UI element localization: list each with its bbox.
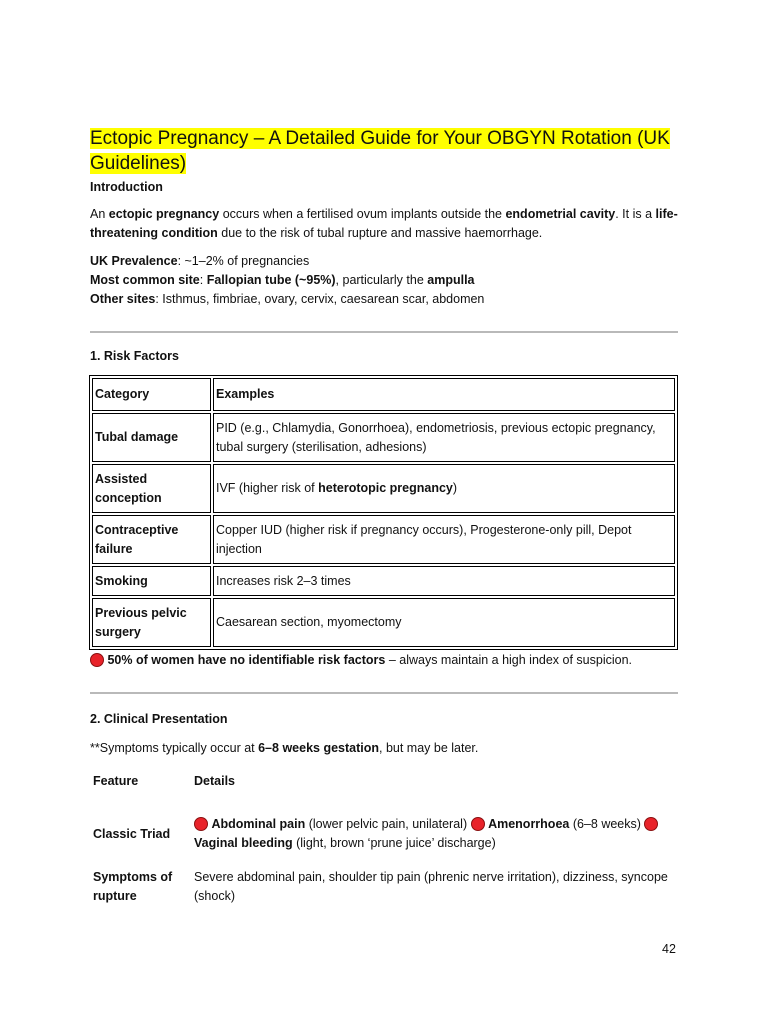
bold-term: Fallopian tube (~95%) — [206, 273, 336, 287]
clinical-heading: 2. Clinical Presentation — [90, 712, 228, 726]
table-header-row — [92, 378, 675, 411]
prevalence-line — [90, 252, 678, 271]
category-label: Tubal damage — [95, 430, 179, 444]
prevalence-value: : ~1–2% of pregnancies — [177, 254, 310, 268]
row-examples: PID (e.g., Chlamydia, Gonorrhoea), endometriosis, previous ectopic pregnancy, tubal surgery (sterilisation, adhesions) — [213, 413, 675, 462]
intro-heading: Introduction — [90, 180, 163, 194]
feature-label: Symptoms of rupture — [93, 870, 173, 903]
text-run: An — [90, 207, 109, 221]
text-run: (light, brown ‘prune juice’ discharge) — [292, 836, 496, 850]
text-run: : — [199, 273, 207, 287]
row-examples: Caesarean section, myomectomy — [213, 598, 675, 647]
text-run: **Symptoms typically occur at — [90, 741, 259, 755]
text-run: . It is a — [615, 207, 656, 221]
text-run: occurs when a fertilised ovum implants outside the — [219, 207, 506, 221]
page-title — [90, 126, 678, 176]
risk-note-bold: 50% of women have no identifiable risk factors — [107, 653, 386, 667]
other-sites-line — [90, 290, 678, 309]
text-run: ) — [452, 481, 458, 495]
intro-paragraph — [90, 205, 678, 243]
category-label: Smoking — [95, 573, 148, 588]
text-run: due to the risk of tubal rupture and massive haemorrhage. — [217, 226, 543, 240]
clinical-intro — [90, 739, 678, 758]
header-details-label: Details — [194, 774, 235, 788]
section-divider — [90, 331, 678, 333]
header-feature-label: Feature — [93, 774, 139, 788]
header-feature — [90, 772, 194, 791]
text-run: , but may be later. — [379, 741, 479, 755]
other-sites-label: Other sites — [90, 292, 156, 306]
document-page — [90, 126, 678, 906]
row-examples: Copper IUD (higher risk if pregnancy occurs), Progesterone-only pill, Depot injection — [213, 515, 675, 564]
table-row — [92, 464, 675, 513]
table-row — [92, 413, 675, 462]
row-examples — [213, 464, 675, 513]
header-category-label: Category — [95, 387, 150, 401]
table-header-row — [90, 772, 678, 791]
table-row — [92, 598, 675, 647]
category-label: Contraceptive failure — [95, 522, 179, 556]
bold-term: Amenorrhoea — [488, 817, 570, 831]
bold-term: endometrial cavity — [505, 207, 616, 221]
row-category — [92, 598, 211, 647]
category-label: Assisted conception — [95, 471, 162, 505]
risk-factors-heading: 1. Risk Factors — [90, 349, 179, 363]
bold-term: heterotopic pregnancy — [318, 481, 453, 495]
row-category — [92, 464, 211, 513]
row-category — [92, 515, 211, 564]
category-label: Previous pelvic surgery — [95, 605, 187, 639]
feature-label: Classic Triad — [93, 826, 171, 841]
risk-note — [90, 651, 678, 670]
table-row — [92, 566, 675, 596]
header-examples — [213, 378, 675, 411]
details-cell — [194, 791, 678, 853]
row-examples: Increases risk 2–3 times — [213, 566, 675, 596]
bold-term: ectopic pregnancy — [108, 207, 220, 221]
risk-factors-table — [89, 375, 678, 650]
header-category — [92, 378, 211, 411]
prevalence-label: UK Prevalence — [90, 254, 178, 268]
header-details — [194, 772, 678, 791]
clinical-table — [90, 772, 678, 906]
section-divider — [90, 692, 678, 694]
row-category — [92, 413, 211, 462]
text-run: (6–8 weeks) — [569, 817, 645, 831]
other-sites-value: : Isthmus, fimbriae, ovary, cervix, caesarean scar, abdomen — [155, 292, 485, 306]
red-circle-icon — [194, 817, 208, 831]
common-site-label: Most common site — [90, 273, 200, 287]
risk-note-text: – always maintain a high index of suspicion. — [385, 653, 633, 667]
bold-term: Vaginal bleeding — [194, 836, 293, 850]
text-run: IVF (higher risk of — [216, 481, 319, 495]
feature-cell — [90, 791, 194, 853]
bold-term: Abdominal pain — [211, 817, 306, 831]
bold-term: life-threatening condition — [90, 207, 678, 240]
text-run: (lower pelvic pain, unilateral) — [305, 817, 471, 831]
title-highlight: Ectopic Pregnancy – A Detailed Guide for Your OBGYN Rotation (UK Guidelines) — [90, 128, 670, 174]
table-row — [90, 853, 678, 906]
bold-term: 6–8 weeks gestation — [258, 741, 380, 755]
page-number: 42 — [662, 942, 676, 956]
red-circle-icon — [90, 653, 104, 667]
details-cell: Severe abdominal pain, shoulder tip pain (phrenic nerve irritation), dizziness, syncope (shock) — [194, 870, 668, 903]
bold-term: ampulla — [427, 273, 475, 287]
table-row — [90, 791, 678, 853]
red-circle-icon — [471, 817, 485, 831]
text-run: , particularly the — [335, 273, 428, 287]
feature-cell — [90, 853, 194, 906]
row-category — [92, 566, 211, 596]
header-examples-label: Examples — [216, 387, 275, 401]
table-row — [92, 515, 675, 564]
common-site-line — [90, 271, 678, 290]
red-circle-icon — [644, 817, 658, 831]
